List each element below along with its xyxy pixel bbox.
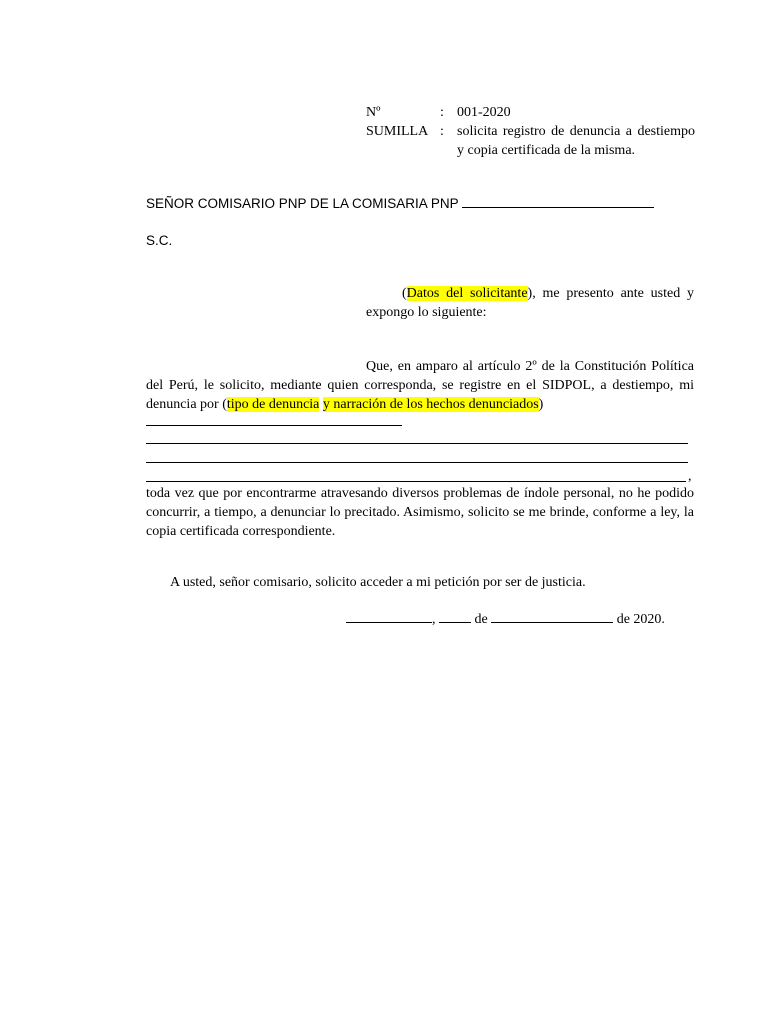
body-paragraph [146, 357, 694, 414]
intro-rest: ), me presento ante usted y expongo lo siguiente: [366, 286, 695, 320]
month-blank [491, 610, 613, 623]
date-year: de 2020. [616, 612, 665, 627]
date-de-1: de [474, 612, 488, 627]
numero-label: Nº [366, 105, 381, 120]
intro-open-paren: ( [402, 286, 407, 301]
day-blank [439, 610, 471, 623]
addressee-text: SEÑOR COMISARIO PNP DE LA COMISARIA PNP [146, 196, 459, 211]
body-continuation: toda vez que por encontrarme atravesando diversos problemas de índole personal, no he podido concurrir, a tiempo, a denunciar lo precitado. Asimismo, solicito se me brinde, conforme a ley, la copia certificada correspondiente. [146, 486, 694, 539]
intro-paragraph [366, 284, 694, 322]
facts-narration-placeholder: y narración de los hechos denunciados [322, 397, 539, 412]
sumilla-value: solicita registro de denuncia a destiempo y copia certificada de la misma. [457, 124, 695, 158]
closing-sentence: A usted, señor comisario, solicito acceder a mi petición por ser de justicia. [170, 575, 586, 590]
city-blank [346, 610, 432, 623]
narration-blank-line-4 [146, 481, 686, 482]
addressee-blank [462, 195, 654, 208]
date-line [346, 610, 665, 629]
sumilla-label: SUMILLA [366, 124, 429, 139]
narration-blank-line-3 [146, 462, 688, 463]
narration-blank-line-1 [146, 425, 402, 426]
applicant-data-placeholder: Datos del solicitante [406, 286, 528, 301]
body-close-paren: ) [538, 397, 544, 412]
addressee-line [146, 194, 654, 213]
complaint-type-placeholder: tipo de denuncia [226, 397, 320, 412]
date-comma: , [432, 612, 436, 627]
sumilla-separator: : [440, 124, 444, 139]
salutation: S.C. [146, 233, 173, 248]
narration-blank-line-2 [146, 443, 688, 444]
narration-trailing-comma: , [688, 469, 692, 484]
body-part1: Que, en amparo al artículo 2º de la Constitución Política del Perú, le solicito, mediante quien corresponda, se registre en el SIDPOL, a destiempo, mi denuncia por ( [146, 359, 694, 412]
numero-separator: : [440, 105, 444, 120]
numero-value: 001-2020 [457, 105, 511, 120]
